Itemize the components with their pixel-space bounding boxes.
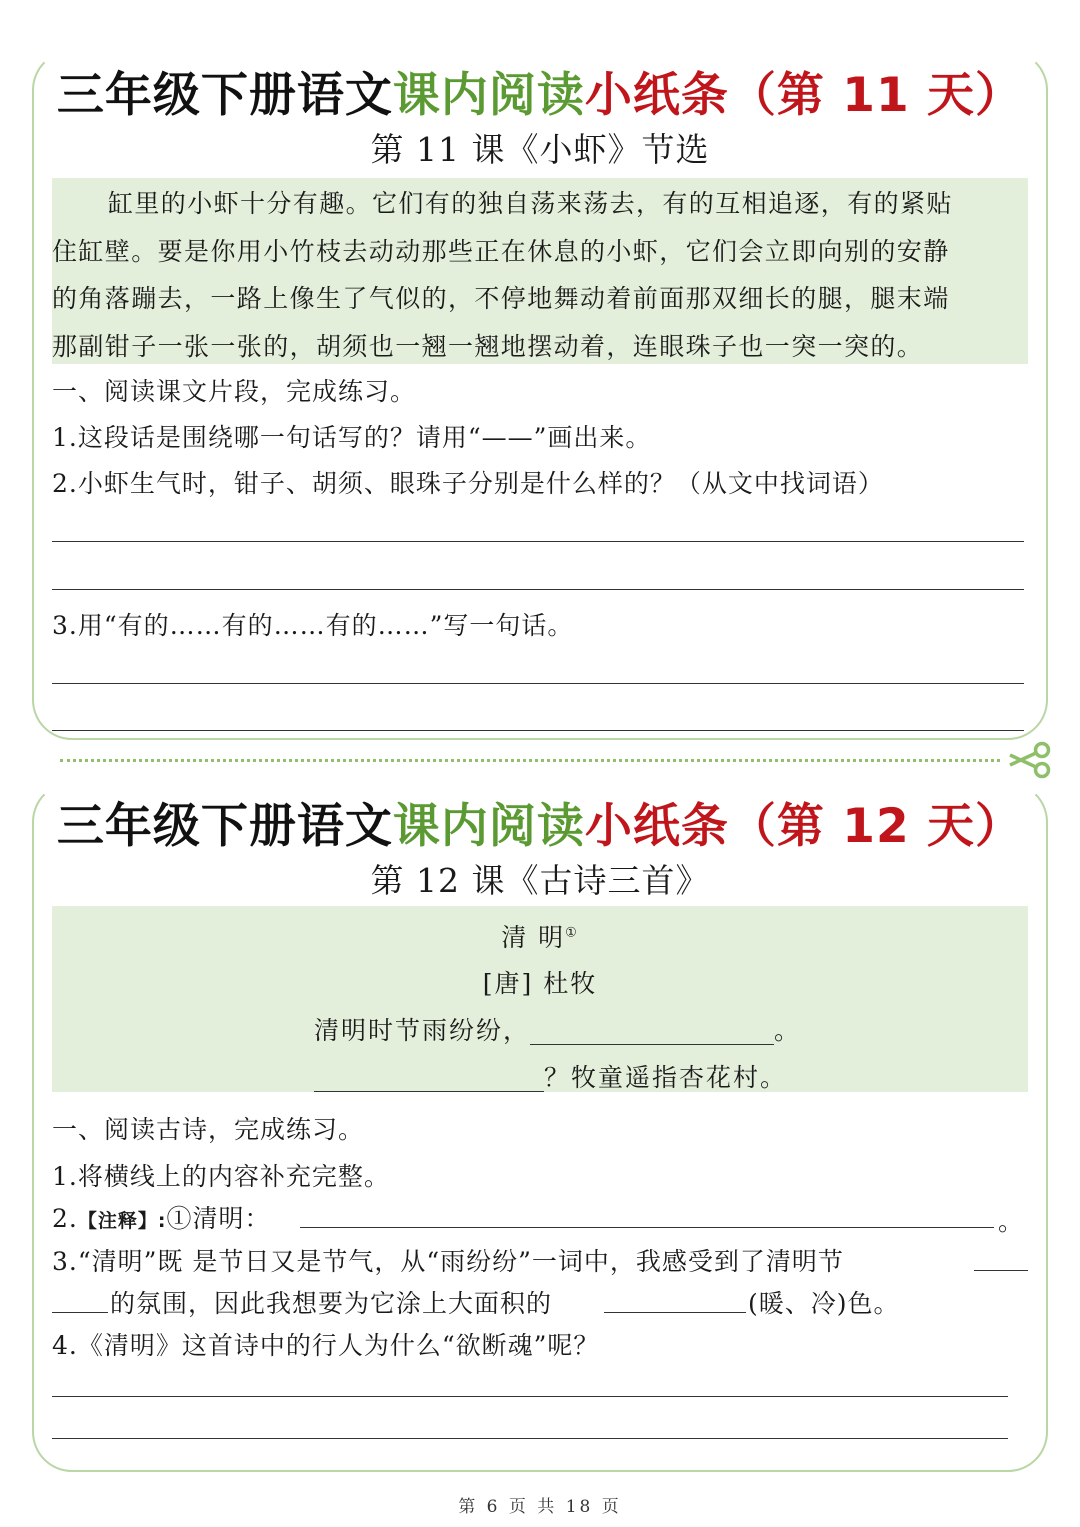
answer-line[interactable] <box>52 730 1024 731</box>
poem-title <box>52 918 1028 954</box>
poem-author: [唐] 杜牧 <box>482 969 598 998</box>
answer-line[interactable] <box>974 1270 1028 1271</box>
poem-blank[interactable] <box>314 1066 544 1092</box>
day11-question-2: 2.小虾生气时，钳子、胡须、眼珠子分别是什么样的？（从文中找词语） <box>52 469 884 498</box>
page-footer: 第 6 页 共 18 页 <box>458 1497 622 1517</box>
passage-line: 缸里的小虾十分有趣。它们有的独自荡来荡去，有的互相追逐，有的紧贴 <box>108 189 953 218</box>
day11-banner-title <box>0 58 1080 125</box>
poem-line-2 <box>314 1058 787 1094</box>
answer-line[interactable] <box>300 1227 994 1228</box>
answer-line[interactable] <box>52 541 1024 542</box>
answer-line[interactable] <box>52 589 1024 590</box>
note-tag: 【注释】: <box>77 1210 167 1232</box>
day12-question-2 <box>52 1199 270 1235</box>
answer-line[interactable] <box>52 1312 108 1313</box>
day12-section-heading: 一、阅读古诗，完成练习。 <box>52 1115 365 1144</box>
day12-question-3a: 3.“清明”既 是节日又是节气，从“雨纷纷”一词中，我感受到了清明节 <box>52 1247 844 1276</box>
poem-line-1-end: 。 <box>774 1016 802 1045</box>
poem-line-1 <box>314 1011 801 1047</box>
title-day: （第 12 天） <box>728 799 1024 854</box>
q2-end: 。 <box>998 1207 1025 1236</box>
day12-question-4: 4.《清明》这首诗中的行人为什么“欲断魂”呢？ <box>52 1331 600 1360</box>
day12-question-3b: 的氛围，因此我想要为它涂上大面积的 <box>110 1289 553 1318</box>
day11-passage <box>52 178 1028 364</box>
title-black: 三年级下册语文 <box>56 799 393 854</box>
title-day: （第 11 天） <box>728 68 1024 123</box>
poem-note-mark: ① <box>565 925 579 941</box>
day12-question-1: 1.将横线上的内容补充完整。 <box>52 1162 390 1191</box>
answer-line[interactable] <box>52 683 1024 684</box>
title-black: 三年级下册语文 <box>56 68 393 123</box>
poem-line-2-text: ？牧童遥指杏花村。 <box>544 1063 788 1092</box>
day12-lesson-title: 第 12 课《古诗三首》 <box>370 861 710 900</box>
day12-question-3c: (暖、冷)色。 <box>748 1289 900 1318</box>
scissors-icon <box>1006 741 1054 779</box>
poem-title-text: 清 明 <box>501 923 566 952</box>
q2-prefix: 2. <box>52 1204 78 1233</box>
title-red: 小纸条 <box>584 799 729 854</box>
title-green: 课内阅读 <box>392 68 585 123</box>
answer-line[interactable] <box>52 1396 1008 1397</box>
day12-poem-box <box>52 906 1028 1092</box>
day12-banner-title <box>0 789 1080 856</box>
poem-line-1-text: 清明时节雨纷纷， <box>314 1016 531 1045</box>
title-green: 课内阅读 <box>392 799 585 854</box>
answer-line[interactable] <box>604 1312 746 1313</box>
passage-line: 那副钳子一张一张的，胡须也一翘一翘地摆动着，连眼珠子也一突一突的。 <box>52 331 924 361</box>
poem-blank[interactable] <box>530 1019 774 1045</box>
q2-label: ①清明： <box>166 1204 271 1233</box>
day11-lesson-title: 第 11 课《小虾》节选 <box>370 130 710 169</box>
passage-line: 的角落蹦去，一路上像生了气似的，不停地舞动着前面那双细长的腿，腿末端 <box>52 284 950 313</box>
cut-line-divider <box>60 759 1000 762</box>
passage-line: 住缸壁。要是你用小竹枝去动动那些正在休息的小虾，它们会立即向别的安静 <box>52 236 950 266</box>
answer-line[interactable] <box>52 1438 1008 1439</box>
day11-question-1: 1.这段话是围绕哪一句话写的？请用“——”画出来。 <box>52 423 652 452</box>
day11-question-3: 3.用“有的……有的……有的……”写一句话。 <box>52 611 574 640</box>
title-red: 小纸条 <box>584 68 729 123</box>
day11-section-heading: 一、阅读课文片段，完成练习。 <box>52 377 417 406</box>
